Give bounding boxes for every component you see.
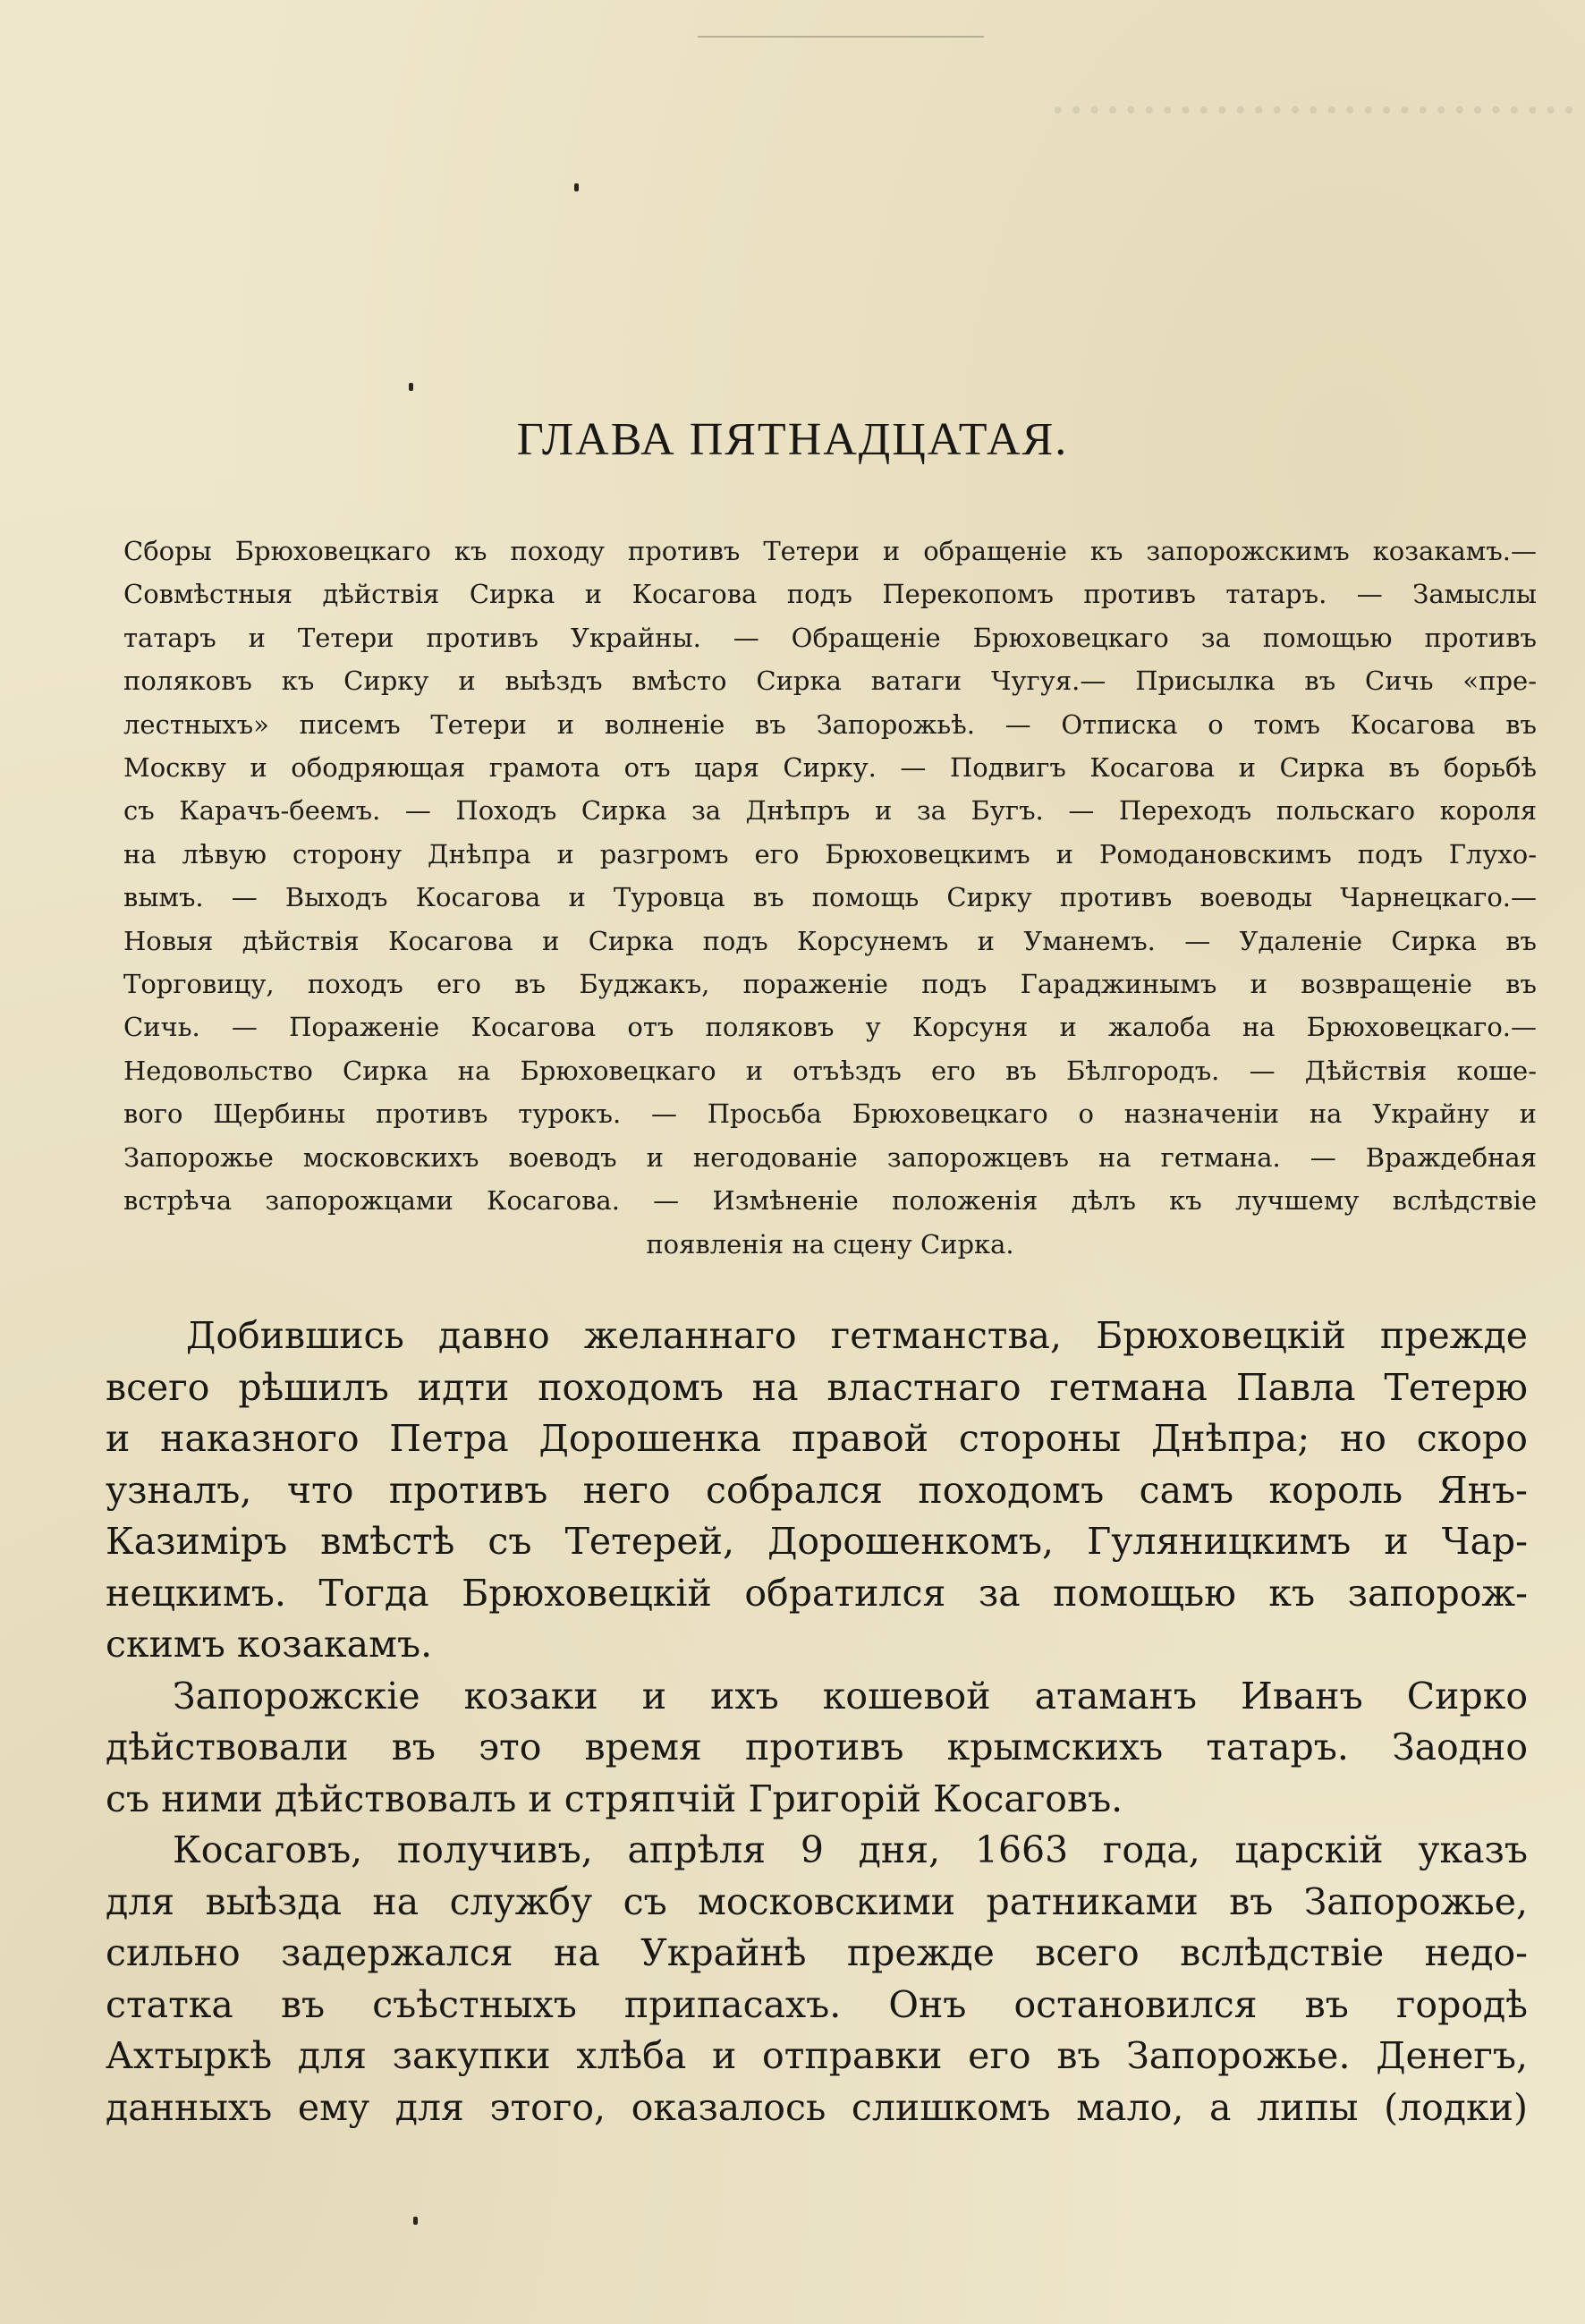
paragraph-line: скимъ козакамъ. xyxy=(106,1623,433,1666)
ink-speck xyxy=(409,383,413,391)
summary-line: Сборы Брюховецкаго къ походу противъ Тетери и обращеніе къ запорожскимъ козакамъ.— xyxy=(123,536,1537,566)
summary-line: вымъ. — Выходъ Косагова и Туровца въ помощь Сирку противъ воеводы Чарнецкаго.— xyxy=(123,882,1537,913)
paragraph-line: узналъ, что противъ него собрался походомъ самъ король Янъ- xyxy=(106,1468,1528,1512)
summary-line: лестныхъ» писемъ Тетери и волненіе въ Запорожьѣ. — Отписка о томъ Косагова въ xyxy=(123,708,1537,740)
paragraph-line: нецкимъ. Тогда Брюховецкій обратился за помощью къ запорож- xyxy=(106,1571,1528,1615)
summary-line: татаръ и Тетери противъ Украйны. — Обращеніе Брюховецкаго за помощью противъ xyxy=(123,622,1537,653)
paragraph-line: для выѣзда на службу съ московскими ратниками въ Запорожье, xyxy=(106,1879,1528,1923)
summary-line: Торговицу, походъ его въ Буджакъ, пораженіе подъ Гараджинымъ и возвращеніе въ xyxy=(123,969,1537,1000)
summary-line: съ Карачъ-беемъ. — Походъ Сирка за Днѣпръ и за Бугъ. — Переходъ польскаго короля xyxy=(123,795,1537,827)
summary-line: Запорожье московскихъ воеводъ и негодованіе запорожцевъ на гетмана. — Враждебная xyxy=(123,1141,1537,1173)
summary-line: поляковъ къ Сирку и выѣздъ вмѣсто Сирка ватаги Чугуя.— Присылка въ Сичь «пре- xyxy=(123,666,1537,697)
summary-line: Сичь. — Пораженіе Косагова отъ поляковъ у Корсуня и жалоба на Брюховецкаго.— xyxy=(123,1012,1537,1043)
summary-line: появленія на сцену Сирка. xyxy=(646,1228,1014,1260)
paragraph-line: и наказного Петра Дорошенка правой стороны Днѣпра; но скоро xyxy=(106,1417,1528,1460)
header-rule xyxy=(698,36,984,38)
bleed-through-text: • • • • • • • • • • • • • • • • • • • • • • • • • • • • • xyxy=(1052,94,1574,127)
paragraph-line: данныхъ ему для этого, оказалось слишкомъ мало, а липы (лодки) xyxy=(106,2085,1528,2129)
paragraph-line: Казиміръ вмѣстѣ съ Тетерей, Дорошенкомъ, Гуляницкимъ и Чар- xyxy=(106,1520,1528,1563)
summary-line: на лѣвую сторону Днѣпра и разгромъ его Брюховецкимъ и Ромодановскимъ подъ Глухо- xyxy=(123,838,1537,869)
body-text xyxy=(106,1310,1528,2133)
paragraph-line: Запорожскіе козаки и ихъ кошевой атаманъ Иванъ Сирко xyxy=(173,1674,1528,1718)
paragraph-line: статка въ съѣстныхъ припасахъ. Онъ остановился въ городѣ xyxy=(106,1982,1528,2026)
paragraph-line: Добившись давно желаннаго гетманства, Брюховецкій прежде xyxy=(186,1314,1528,1357)
summary-line: Новыя дѣйствія Косагова и Сирка подъ Корсунемъ и Уманемъ. — Удаленіе Сирка въ xyxy=(123,925,1537,956)
summary-line: Недовольство Сирка на Брюховецкаго и отъѣздъ его въ Бѣлгородъ. — Дѣйствія коше- xyxy=(123,1055,1537,1086)
paragraph-line: Косаговъ, получивъ, апрѣля 9 дня, 1663 года, царскій указъ xyxy=(173,1828,1528,1871)
paragraph-line: сильно задержался на Украйнѣ прежде всего вслѣдствіе недо- xyxy=(106,1931,1528,1974)
chapter-title: ГЛАВА ПЯТНАДЦАТАЯ. xyxy=(516,414,1069,465)
ink-speck xyxy=(574,183,579,191)
ink-speck xyxy=(413,2217,418,2225)
chapter-summary xyxy=(123,530,1537,1266)
paragraph-line: всего рѣшилъ идти походомъ на властнаго гетмана Павла Тетерю xyxy=(106,1365,1528,1409)
summary-line: Совмѣстныя дѣйствія Сирка и Косагова подъ Перекопомъ противъ татаръ. — Замыслы xyxy=(123,579,1537,610)
paragraph-line: съ ними дѣйствовалъ и стряпчій Григорій Косаговъ. xyxy=(106,1777,1123,1820)
paragraph-line: дѣйствовали въ это время противъ крымскихъ татаръ. Заодно xyxy=(106,1726,1528,1768)
summary-line: Москву и ободряющая грамота отъ царя Сирку. — Подвигъ Косагова и Сирка въ борьбѣ xyxy=(123,752,1537,784)
paragraph-line: Ахтыркѣ для закупки хлѣба и отправки его въ Запорожье. Денегъ, xyxy=(106,2034,1528,2077)
summary-line: встрѣча запорожцами Косагова. — Измѣненіе положенія дѣлъ къ лучшему вслѣдствіе xyxy=(123,1185,1537,1217)
summary-line: вого Щербины противъ турокъ. — Просьба Брюховецкаго о назначеніи на Украйну и xyxy=(123,1098,1537,1130)
